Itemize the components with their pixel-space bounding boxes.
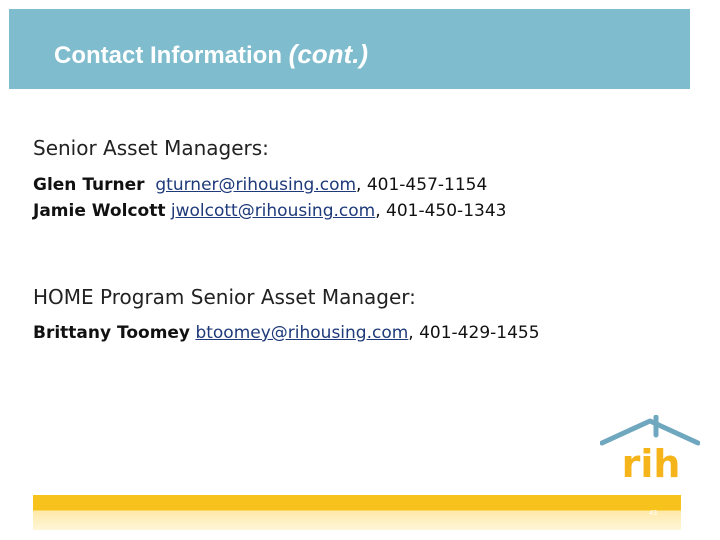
section1-heading: Senior Asset Managers: (33, 136, 269, 160)
title-main: Contact Information (54, 42, 282, 69)
logo-roof (602, 421, 698, 443)
title-suffix: (cont.) (288, 39, 369, 69)
contact-phone: , 401-450-1343 (375, 201, 507, 221)
contact-phone: , 401-457-1154 (356, 175, 488, 195)
contact-row (33, 323, 540, 343)
section2-heading: HOME Program Senior Asset Manager: (33, 285, 416, 309)
contact-email-link[interactable]: jwolcott@rihousing.com (170, 201, 376, 221)
page-number: 43 (649, 510, 657, 517)
contact-email-link[interactable]: gturner@rihousing.com (155, 175, 357, 195)
logo-text: rih (621, 442, 681, 485)
contact-row (33, 175, 487, 195)
contact-email-link[interactable]: btoomey@rihousing.com (195, 323, 409, 343)
contact-name: Jamie Wolcott (33, 201, 166, 221)
rih-logo (600, 415, 700, 485)
contact-name: Glen Turner (33, 175, 145, 195)
footer-bar (33, 495, 681, 530)
contact-row (33, 201, 506, 221)
slide-title (54, 39, 368, 70)
contact-name: Brittany Toomey (33, 323, 191, 343)
title-bar (9, 9, 690, 89)
contact-phone: , 401-429-1455 (408, 323, 540, 343)
